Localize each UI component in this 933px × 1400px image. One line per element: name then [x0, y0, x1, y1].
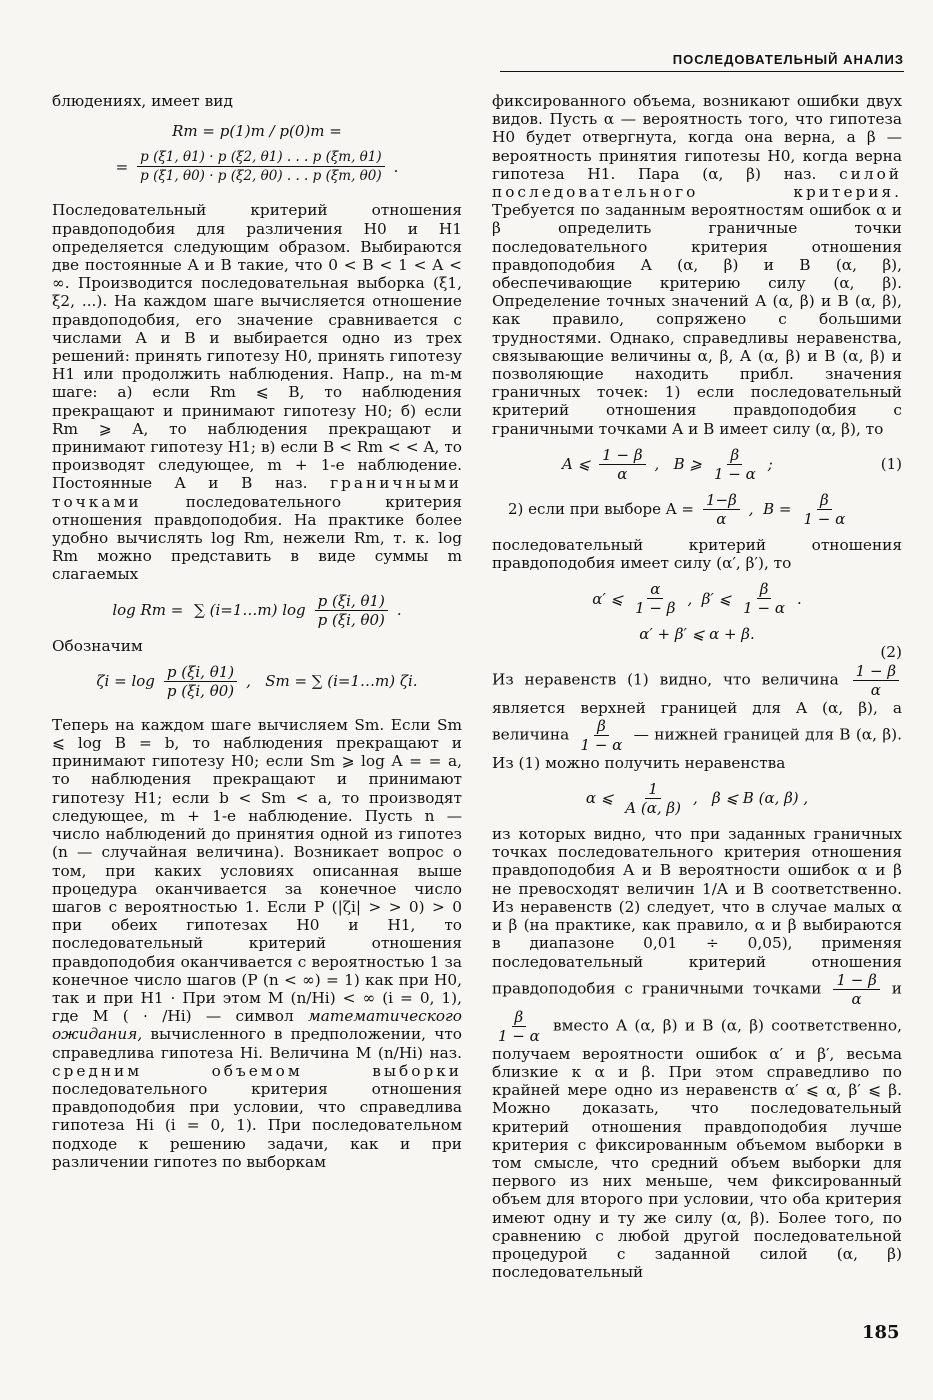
formula-1-tail: ;: [767, 455, 773, 474]
formula-zeta: [52, 663, 462, 700]
formula-choice-a-den: α: [716, 509, 727, 528]
formula-rm: Rm = p(1)m / p(0)m =: [172, 122, 342, 141]
paragraph-conclusion-end: B (α, β) соответственно, получаем вероятности ошибок α′ и β′, весьма близкие к α и β. При этом справедливо по крайней мере одно из неравенств α′ ⩽ α, β′ ⩽ β. Можно доказать, что последовательный критерий отношения правдоподобия лучше критерия с фиксированным объемом выборки в том смысле, что средний объем выборки для первого из них меньше, чем фиксированный объем для второго при условии, что оба критерия имеют одну и ту же силу (α, β). Более того, по сравнению с любой другой последовательной процедурой с заданной силой (α, β) последовательный: [492, 1016, 902, 1282]
formula-zeta-numerator: p (ξi, θ1): [164, 663, 237, 682]
paragraph-criterion: [52, 201, 462, 583]
paragraph-conclusion-a-den: α: [851, 989, 862, 1008]
paragraph-bounds-start: Из неравенств (1) видно, что величина: [492, 670, 839, 689]
formula-3: [492, 780, 902, 817]
formula-choice-text: 2) если при выборе A =: [508, 500, 694, 519]
formula-1-a-num: 1 − β: [599, 446, 645, 465]
formula-2-a: α′ ⩽: [592, 589, 624, 608]
formula-log-rm: log Rm = ∑ (i=1…m) log $\frac{p (\xi i, \theta 1)}{p (\xi i, \theta 0)}$ .: [112, 591, 402, 629]
formula-log-sum: ∑ (i=1…m) log: [194, 601, 306, 620]
equation-number-2: (2): [880, 643, 902, 662]
formula-2-b-den: 1 − α: [743, 599, 785, 618]
paragraph-conclusion-points: точками: [752, 979, 822, 998]
formula-2-b-num: β: [757, 580, 772, 599]
paragraph-bounds-b-num: β: [594, 717, 609, 736]
paragraph-sm: [52, 716, 462, 1171]
paragraph-criterion-text: Последовательный критерий отношения правдоподобия для различения H0 и H1 определяется следующим образом. Выбираются две постоянные A и B такие, что 0 < B < 1 < A < ∞. Производится последовательная выборка (ξ1, ξ2, ...). На каждом шаге вычисляется отношение правдоподобия, его значение сравнивается с числами A и B и выбирается одно из трех решений: принять гипотезу H0, принять гипотезу H1 или продолжить наблюдения. Напр., на m-м шаге: а) если Rm ⩽ B, то наблюдения прекращают и принимают гипотезу H0; б) если Rm ⩾ A, то наблюдения прекращают и принимают гипотезу H1; в) если B < Rm < < A, то производят следующее, m + 1-е наблюдение. Постоянные A и B наз.: [52, 201, 462, 493]
formula-3-den: A (α, β): [625, 799, 681, 818]
formula-1-a-den: α: [617, 464, 628, 483]
paragraph-bounds-b-den: 1 − α: [580, 735, 623, 754]
paragraph-conclusion: [492, 825, 902, 1281]
formula-1-b-num: β: [727, 446, 742, 465]
formula-2-b: , β′ ⩽: [687, 589, 732, 608]
formula-log-lhs: log Rm =: [112, 601, 189, 620]
formula-zeta-lhs: ζi = log: [96, 672, 155, 691]
paragraph-sm-text: Теперь на каждом шаге вычисляем Sm. Если Sm ⩽ log B = b, то наблюдения прекращают и принимают гипотезу H0; если Sm ⩾ log A = = a, то наблюдения прекращают и принимают гипотезу H1; если b < Sm < a, то производят следующее, m + 1-е наблюдение. Пусть n — число наблюдений до принятия одной из гипотез (n — случайная величина). Возникает вопрос о том, при каких условиях описанная выше процедура оканчивается за конечное число шагов с вероятностью 1. Если P (|ζi| > > 0) > 0 при обеих гипотезах H0 и H1, то последовательный критерий отношения правдоподобия оканчивается с вероятностью 1 за конечное число шагов (P (n < ∞) = 1) как при H0, так и при H1 · При этом M (n/Hi) < ∞ (i = 0, 1), где M ( · /Hi) — символ: [52, 715, 462, 1026]
paragraph-conclusion-and: и: [891, 979, 902, 998]
paragraph-bounds-num: 1 − β: [853, 662, 899, 681]
formula-rm-product: = $\frac{p (\xi 1, \theta 1) \cdot p (\xi 2, \theta 1) . . . p (\xi m, \theta 1)}{p (\xi 1, \theta 0) \cdot p (\xi 2, \theta 0) . . . p (\xi m, \theta 0)}$ .: [115, 149, 399, 185]
formula-1-a: A ⩽: [562, 455, 591, 474]
formula-2: α′ ⩽ $\frac{\alpha}{1 - \beta}$ , β′ ⩽ $\frac{\beta}{1 - \alpha}$ .: [592, 580, 802, 618]
formula-2-line2: α′ + β′ ⩽ α + β.: [639, 625, 755, 644]
formula-1-b-den: 1 − α: [713, 464, 756, 483]
paragraph-bounds-den: α: [870, 680, 881, 699]
paragraph-sm-end: последовательного критерия отношения правдоподобия при условии, что справедлива гипотеза Hi (i = 0, 1). При последовательном подходе к решению задачи, как и при различении гипотез по выборкам: [52, 1079, 462, 1171]
formula-zeta-denominator: p (ξi, θ0): [166, 681, 235, 700]
paragraph-conclusion-a-num: 1 − β: [833, 971, 879, 990]
paragraph-sm-cont: вычисленного в предположении, что справедлива гипотеза Hi. Величина M (n/Hi) наз.: [52, 1025, 462, 1062]
formula-2-a-den: 1 − β: [635, 599, 676, 618]
formula-choice: [492, 491, 902, 528]
formula-choice-b-num: β: [817, 491, 832, 510]
formula-log-denominator: p (ξi, θ0): [317, 610, 385, 629]
term-expectation: математического ожидания,: [52, 1007, 462, 1044]
formula-sm: , Sm = ∑ (i=1…m) ζi.: [246, 672, 418, 691]
formula-choice-b: , B =: [748, 500, 792, 519]
paragraph-errors-end: Требуется по заданным вероятностям ошибок α и β определить граничные точки последовательного критерия отношения правдоподобия A (α, β) и B (α, β), обеспечивающие критерию силу (α, β). Определение точных значений A (α, β) и B (α, β), как правило, сопряжено с большими трудностями. Однако, справедливы неравенства, связывающие величины α, β, A (α, β) и B (α, β) и позволяющие находить прибл. значения граничных точек: 1) если последовательный критерий отношения правдоподобия с граничными точками A и B имеет силу (α, β), то: [492, 201, 902, 438]
formula-3-b: , β ⩽ B (α, β) ,: [692, 789, 809, 808]
term-criterion-power: силой последовательного критерия.: [492, 164, 902, 202]
formula-1-b: , B ⩾: [654, 455, 702, 474]
formula-rm-denominator: p (ξ1, θ0) · p (ξ2, θ0) . . . p (ξm, θ0): [140, 168, 382, 185]
formula-3-a: α ⩽: [585, 789, 614, 808]
denote-text: Обозначим: [52, 636, 143, 655]
intro-text: блюдениях, имеет вид: [52, 92, 233, 110]
formula-log-numerator: p (ξi, θ1): [315, 592, 388, 611]
formula-3-num: 1: [645, 780, 661, 799]
term-average-sample-size: средним объемом выборки: [52, 1061, 462, 1080]
term-boundary-points: граничными точками: [52, 474, 462, 511]
equation-number-1: (1): [880, 455, 902, 474]
paragraph-errors: [492, 92, 902, 438]
paragraph-conclusion-text: из которых видно, что при заданных граничных точках последовательного критерия отношения правдоподобия A и B вероятности ошибок α и β не превосходят величин 1/A и B соответственно. Из неравенств (2) следует, что в случае малых α и β (на практике, как правило, α и β выбираются в диапазоне 0,01 ÷ 0,05), применяя последовательный критерий отношения правдоподобия с граничными: [492, 825, 902, 998]
left-column: [52, 92, 462, 1171]
right-column: [492, 92, 902, 1281]
paragraph-errors-text: фиксированного объема, возникают ошибки двух видов. Пусть α — вероятность того, что гипотеза H0 будет отвергнута, когда она верна, а β — вероятность принятия гипотезы H0, когда верна гипотеза H1. Пара (α, β) наз.: [492, 92, 902, 183]
paragraph-bounds-mid: является верхней границей для A (α, β), а величина: [492, 698, 902, 744]
formula-1: [492, 446, 902, 483]
formula-choice-b-den: 1 − α: [803, 509, 846, 528]
paragraph-conclusion-b-den: 1 − α: [498, 1026, 540, 1045]
running-header: ПОСЛЕДОВАТЕЛЬНЫЙ АНАЛИЗ: [500, 52, 904, 72]
paragraph-conclusion-instead: вместо A (α, β) и: [553, 1016, 696, 1035]
page-number: 185: [862, 1322, 900, 1343]
paragraph-conclusion-b-num: β: [512, 1008, 527, 1027]
formula-rm-numerator: p (ξ1, θ1) · p (ξ2, θ1) . . . p (ξm, θ1): [137, 148, 385, 167]
paragraph-power-prime: последовательный критерий отношения правдоподобия имеет силу (α′, β′), то: [492, 535, 902, 573]
formula-2-a-num: α: [647, 580, 663, 599]
paragraph-criterion-end: последовательного критерия отношения правдоподобия. На практике более удобно вычислять log Rm, нежели Rm, т. к. log Rm можно представить в виде суммы m слагаемых: [52, 492, 462, 584]
formula-choice-a-num: 1−β: [703, 491, 740, 510]
paragraph-bounds-end: — нижней границей для B (α, β). Из (1) можно получить неравенства: [492, 725, 902, 772]
paragraph-bounds: [492, 662, 902, 772]
